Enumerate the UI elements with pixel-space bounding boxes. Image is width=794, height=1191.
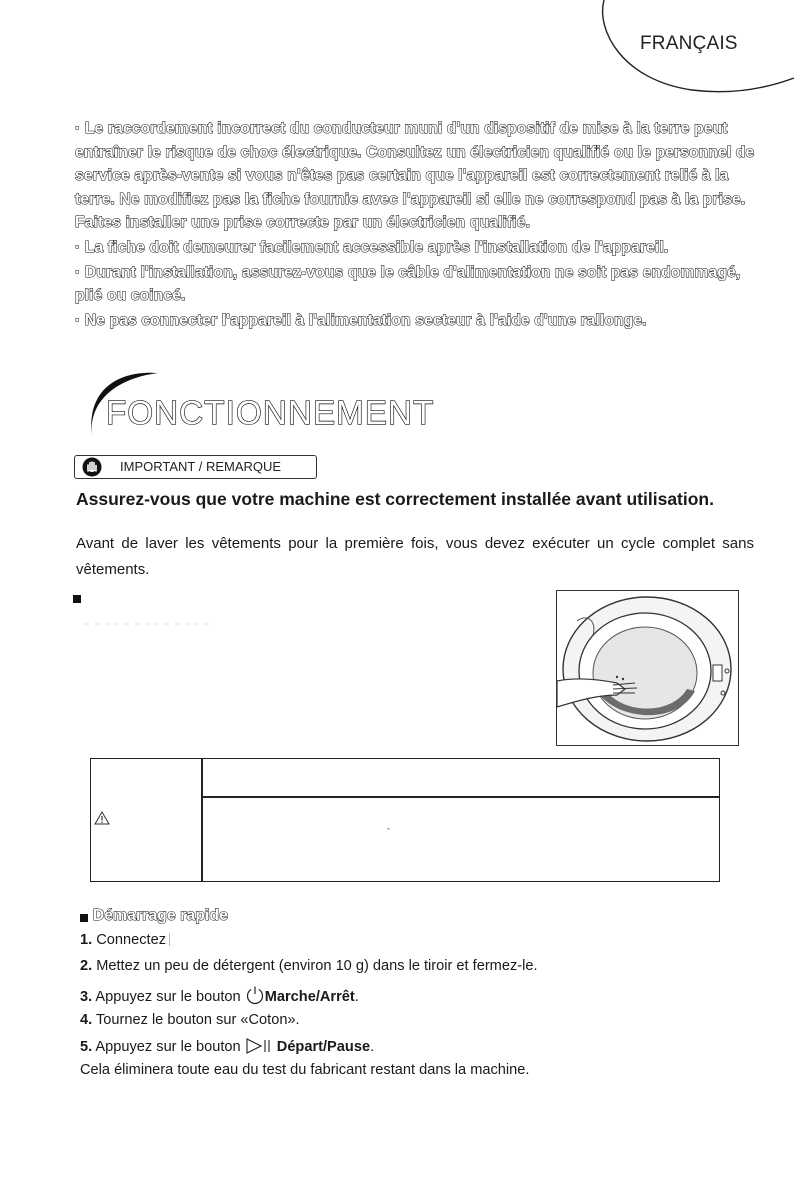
step-number: 2. — [80, 958, 93, 974]
section-title: FONCTIONNEMENT — [106, 394, 435, 431]
faint-text-artifact — [85, 622, 215, 626]
step-punctuation: . — [370, 1039, 375, 1055]
power-button-label: Marche/Arrêt — [264, 989, 355, 1005]
step-text: Appuyez sur le bouton — [95, 1039, 241, 1055]
notice-row-divider — [202, 796, 719, 798]
quick-start-step-1 — [80, 932, 170, 948]
warning-triangle-icon — [94, 811, 110, 825]
quick-start-title: Démarrage rapide — [93, 907, 229, 924]
step-text: Connectez — [96, 932, 167, 948]
step-text: Tournez le bouton sur «Coton». — [95, 1012, 300, 1028]
hand-stop-icon — [82, 457, 102, 477]
warning-extension: · Ne pas connecter l'appareil à l'alimentation secteur à l'aide d'une rallonge. — [75, 311, 647, 329]
step-number: 5. — [80, 1039, 93, 1055]
step-number: 1. — [80, 932, 93, 948]
step-number: 4. — [80, 1012, 93, 1028]
warning-grounding: · Le raccordement incorrect du conducteur muni d'un dispositif de mise à la terre peut entraîner le risque de choc électrique. Consultez un électricien qualifié ou le personnel de service après-vente si vous n'êtes pas certain que l'appareil est correctement relié à la terre. Ne modifiez pas la fiche fournie avec l'appareil si elle ne correspond pas à la prise. Faites installer une prise correcte par un électricien qualifié. — [75, 120, 755, 232]
step-text: Mettez un peu de détergent (environ 10 g) dans le tiroir et fermez-le. — [96, 958, 538, 974]
safety-warnings — [75, 117, 765, 333]
start-pause-button-label: Départ/Pause — [276, 1039, 371, 1055]
washer-door-drawing — [557, 591, 738, 745]
notice-column-divider — [201, 759, 203, 881]
door-seal-illustration — [556, 590, 739, 746]
quick-start-step-4 — [80, 1012, 300, 1028]
warning-plug-access: · La fiche doit demeurer facilement accessible après l'installation de l'appareil. — [75, 238, 669, 256]
step-text: Appuyez sur le bouton — [95, 989, 241, 1005]
important-badge — [74, 455, 317, 479]
square-bullet — [73, 595, 81, 603]
quick-start-step-2 — [80, 958, 538, 974]
step-punctuation: . — [354, 989, 359, 1005]
section-headline: Assurez-vous que votre machine est correctement installée avant utilisation. — [76, 489, 714, 509]
power-icon — [245, 985, 265, 1005]
quick-start-step-5 — [80, 1037, 374, 1055]
warning-cable: · Durant l'installation, assurez-vous que le câble d'alimentation ne soit pas endommagé, plié ou coincé. — [75, 263, 741, 305]
quick-start-bullet — [80, 914, 88, 922]
notice-table — [90, 758, 720, 882]
notice-caret-mark: ˆ — [387, 827, 390, 837]
badge-label: IMPORTANT / REMARQUE — [120, 459, 282, 474]
language-label: FRANÇAIS — [640, 33, 738, 54]
step-number: 3. — [80, 989, 93, 1005]
section-intro: Avant de laver les vêtements pour la première fois, vous devez exécuter un cycle complet sans vêtements. — [76, 535, 754, 578]
text-cursor-mark — [169, 933, 170, 946]
quick-start-step-3 — [80, 985, 359, 1005]
quick-start-footer: Cela éliminera toute eau du test du fabricant restant dans la machine. — [80, 1062, 530, 1078]
play-pause-icon — [245, 1037, 273, 1055]
